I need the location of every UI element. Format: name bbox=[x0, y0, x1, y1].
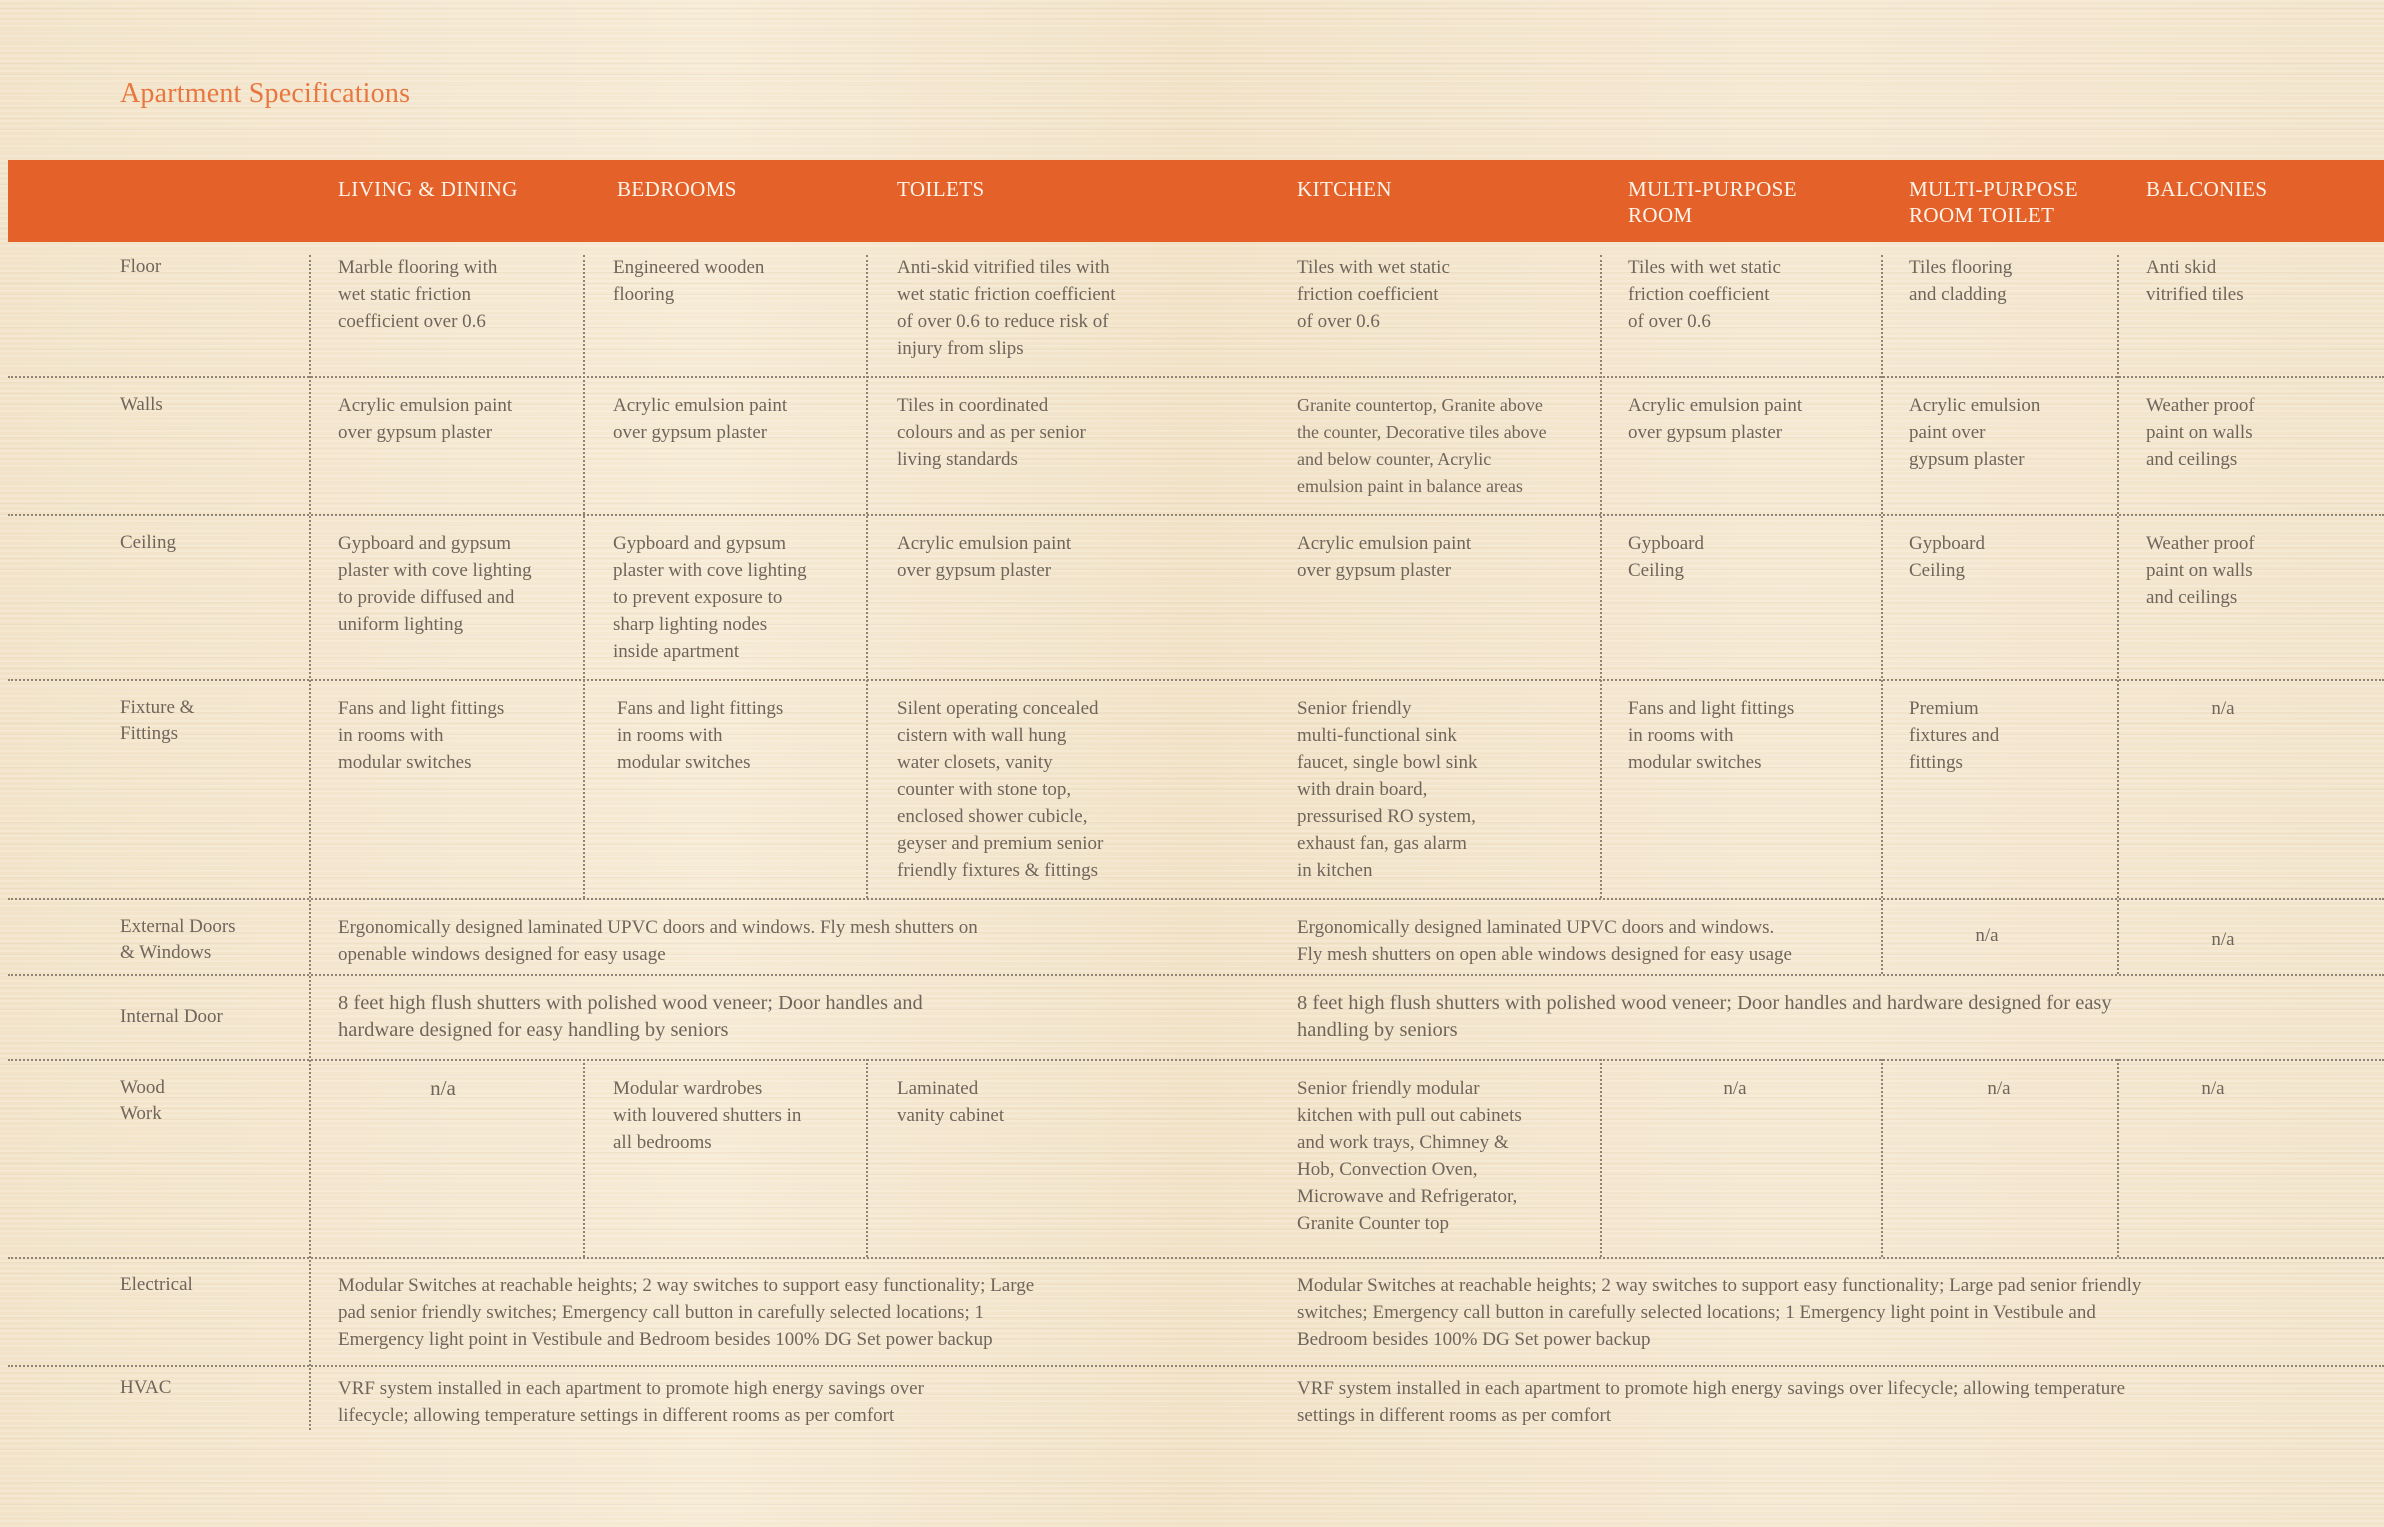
col-divider bbox=[2117, 255, 2119, 974]
cell-fixtures-kitchen: Senior friendly multi-functional sink faucet, single bowl sink with drain board, pressurised RO system, exhaust fan, gas alarm in kitchen bbox=[1297, 698, 1478, 881]
row-label-walls: Walls bbox=[120, 394, 163, 415]
row-divider bbox=[8, 974, 2384, 976]
col-divider bbox=[583, 255, 585, 898]
cell-wood-work-kitchen: Senior friendly modular kitchen with pull out cabinets and work trays, Chimney & Hob, Convection Oven, Microwave and Refrigerator, Granite Counter top bbox=[1297, 1078, 1522, 1234]
cell-wood-work-balconies: n/a bbox=[2201, 1078, 2225, 1099]
col-head-living: LIVING & DINING bbox=[338, 177, 518, 201]
cell-floor-multi: Tiles with wet static friction coefficient of over 0.6 bbox=[1628, 257, 1781, 332]
cell-fixtures-living: Fans and light fittings in rooms with modular switches bbox=[338, 698, 505, 773]
col-head-multi-toilet: MULTI-PURPOSE ROOM TOILET bbox=[1909, 177, 2078, 227]
cell-wood-work-bedrooms: Modular wardrobes with louvered shutters in all bedrooms bbox=[613, 1078, 802, 1153]
col-divider bbox=[1881, 1059, 1883, 1257]
cell-floor-bedrooms: Engineered wooden flooring bbox=[613, 257, 765, 305]
cell-hvac-right: VRF system installed in each apartment to promote high energy savings over lifecycle; allowing temperature settings in different rooms as per comfort bbox=[1297, 1378, 2126, 1426]
cell-ceiling-multi-toilet: Gypboard Ceiling bbox=[1909, 533, 1985, 581]
row-divider bbox=[8, 679, 2384, 681]
row-divider bbox=[8, 898, 2384, 900]
cell-walls-kitchen: Granite countertop, Granite above the counter, Decorative tiles above and below counter, Acrylic emulsion paint in balance areas bbox=[1297, 395, 1547, 496]
cell-walls-multi: Acrylic emulsion paint over gypsum plaster bbox=[1628, 395, 1803, 443]
cell-wood-work-multi-toilet: n/a bbox=[1987, 1078, 2011, 1099]
row-divider bbox=[8, 1257, 2384, 1259]
row-label-external-doors: External Doors & Windows bbox=[120, 916, 236, 963]
cell-ceiling-bedrooms: Gypboard and gypsum plaster with cove lighting to prevent exposure to sharp lighting nodes inside apartment bbox=[613, 533, 807, 662]
cell-ceiling-living: Gypboard and gypsum plaster with cove lighting to provide diffused and uniform lighting bbox=[338, 533, 532, 635]
cell-ceiling-kitchen: Acrylic emulsion paint over gypsum plaster bbox=[1297, 533, 1472, 581]
cell-external-doors-balconies: n/a bbox=[2211, 929, 2235, 950]
row-label-wood-work: Wood Work bbox=[120, 1077, 165, 1124]
row-label-electrical: Electrical bbox=[120, 1274, 193, 1295]
col-divider bbox=[1600, 1059, 1602, 1257]
cell-wood-work-living: n/a bbox=[430, 1076, 456, 1100]
cell-floor-living: Marble flooring with wet static friction coefficient over 0.6 bbox=[338, 257, 498, 332]
cell-fixtures-multi-toilet: Premium fixtures and fittings bbox=[1909, 698, 2000, 773]
col-divider bbox=[866, 255, 868, 898]
cell-wood-work-toilets: Laminated vanity cabinet bbox=[897, 1078, 1005, 1126]
cell-external-doors-left: Ergonomically designed laminated UPVC doors and windows. Fly mesh shutters on openable windows designed for easy usage bbox=[338, 917, 978, 965]
col-divider bbox=[2117, 1059, 2119, 1257]
cell-hvac-left: VRF system installed in each apartment to promote high energy savings over lifecycle; allowing temperature settings in different rooms as per comfort bbox=[338, 1378, 924, 1426]
row-divider bbox=[8, 376, 2384, 378]
col-divider bbox=[583, 1059, 585, 1257]
cell-floor-kitchen: Tiles with wet static friction coefficient of over 0.6 bbox=[1297, 257, 1450, 332]
cell-ceiling-multi: Gypboard Ceiling bbox=[1628, 533, 1704, 581]
col-head-kitchen: KITCHEN bbox=[1297, 177, 1392, 201]
cell-fixtures-multi: Fans and light fittings in rooms with modular switches bbox=[1628, 698, 1795, 773]
row-label-ceiling: Ceiling bbox=[120, 532, 176, 553]
cell-walls-living: Acrylic emulsion paint over gypsum plaster bbox=[338, 395, 513, 443]
cell-walls-multi-toilet: Acrylic emulsion paint over gypsum plaster bbox=[1909, 395, 2041, 470]
row-divider bbox=[8, 1365, 2384, 1367]
cell-ceiling-balconies: Weather proof paint on walls and ceilings bbox=[2146, 533, 2255, 608]
col-head-balconies: BALCONIES bbox=[2146, 177, 2268, 201]
page-title: Apartment Specifications bbox=[120, 78, 411, 109]
row-divider bbox=[8, 514, 2384, 516]
cell-internal-door-left: 8 feet high flush shutters with polished wood veneer; Door handles and hardware designed for easy handling by seniors bbox=[338, 992, 923, 1041]
col-divider bbox=[1881, 255, 1883, 974]
col-head-multi: MULTI-PURPOSE ROOM bbox=[1628, 177, 1797, 227]
cell-floor-balconies: Anti skid vitrified tiles bbox=[2146, 257, 2244, 305]
cell-fixtures-toilets: Silent operating concealed cistern with wall hung water closets, vanity counter with stone top, enclosed shower cubicle, geyser and premium senior friendly fixtures & fittings bbox=[897, 698, 1104, 881]
col-divider bbox=[309, 255, 311, 1430]
cell-external-doors-multi-toilet: n/a bbox=[1975, 925, 1999, 946]
row-divider bbox=[8, 1059, 2384, 1061]
cell-walls-balconies: Weather proof paint on walls and ceilings bbox=[2146, 395, 2255, 470]
row-label-hvac: HVAC bbox=[120, 1377, 172, 1398]
cell-fixtures-balconies: n/a bbox=[2211, 698, 2235, 719]
cell-ceiling-toilets: Acrylic emulsion paint over gypsum plaster bbox=[897, 533, 1072, 581]
col-divider bbox=[1600, 255, 1602, 898]
cell-electrical-left: Modular Switches at reachable heights; 2 way switches to support easy functionality; Large pad senior friendly switches; Emergency call button in carefully selected locations; 1 Emergency light point in Vestibule and Bedroom besides 100% DG Set power backup bbox=[338, 1275, 1035, 1350]
col-divider bbox=[866, 1059, 868, 1257]
row-label-fixtures: Fixture & Fittings bbox=[120, 697, 195, 744]
cell-electrical-right: Modular Switches at reachable heights; 2 way switches to support easy functionality; Large pad senior friendly switches; Emergency call button in carefully selected locations; 1 Emergency light point in Vestibule and Bedroom besides 100% DG Set power backup bbox=[1297, 1275, 2142, 1350]
cell-wood-work-multi: n/a bbox=[1723, 1078, 1747, 1099]
cell-internal-door-right: 8 feet high flush shutters with polished wood veneer; Door handles and hardware designed for easy handling by seniors bbox=[1297, 992, 2112, 1041]
cell-walls-toilets: Tiles in coordinated colours and as per senior living standards bbox=[897, 395, 1086, 470]
cell-fixtures-bedrooms: Fans and light fittings in rooms with modular switches bbox=[617, 698, 784, 773]
cell-external-doors-kitchen-multi: Ergonomically designed laminated UPVC doors and windows. Fly mesh shutters on open able windows designed for easy usage bbox=[1297, 917, 1792, 965]
row-label-internal-door: Internal Door bbox=[120, 1006, 223, 1027]
cell-floor-toilets: Anti-skid vitrified tiles with wet static friction coefficient of over 0.6 to reduce risk of injury from slips bbox=[897, 257, 1116, 359]
row-label-floor: Floor bbox=[120, 256, 162, 277]
col-head-toilets: TOILETS bbox=[897, 177, 985, 201]
cell-floor-multi-toilet: Tiles flooring and cladding bbox=[1909, 257, 2013, 305]
col-head-bedrooms: BEDROOMS bbox=[617, 177, 737, 201]
cell-walls-bedrooms: Acrylic emulsion paint over gypsum plaster bbox=[613, 395, 788, 443]
